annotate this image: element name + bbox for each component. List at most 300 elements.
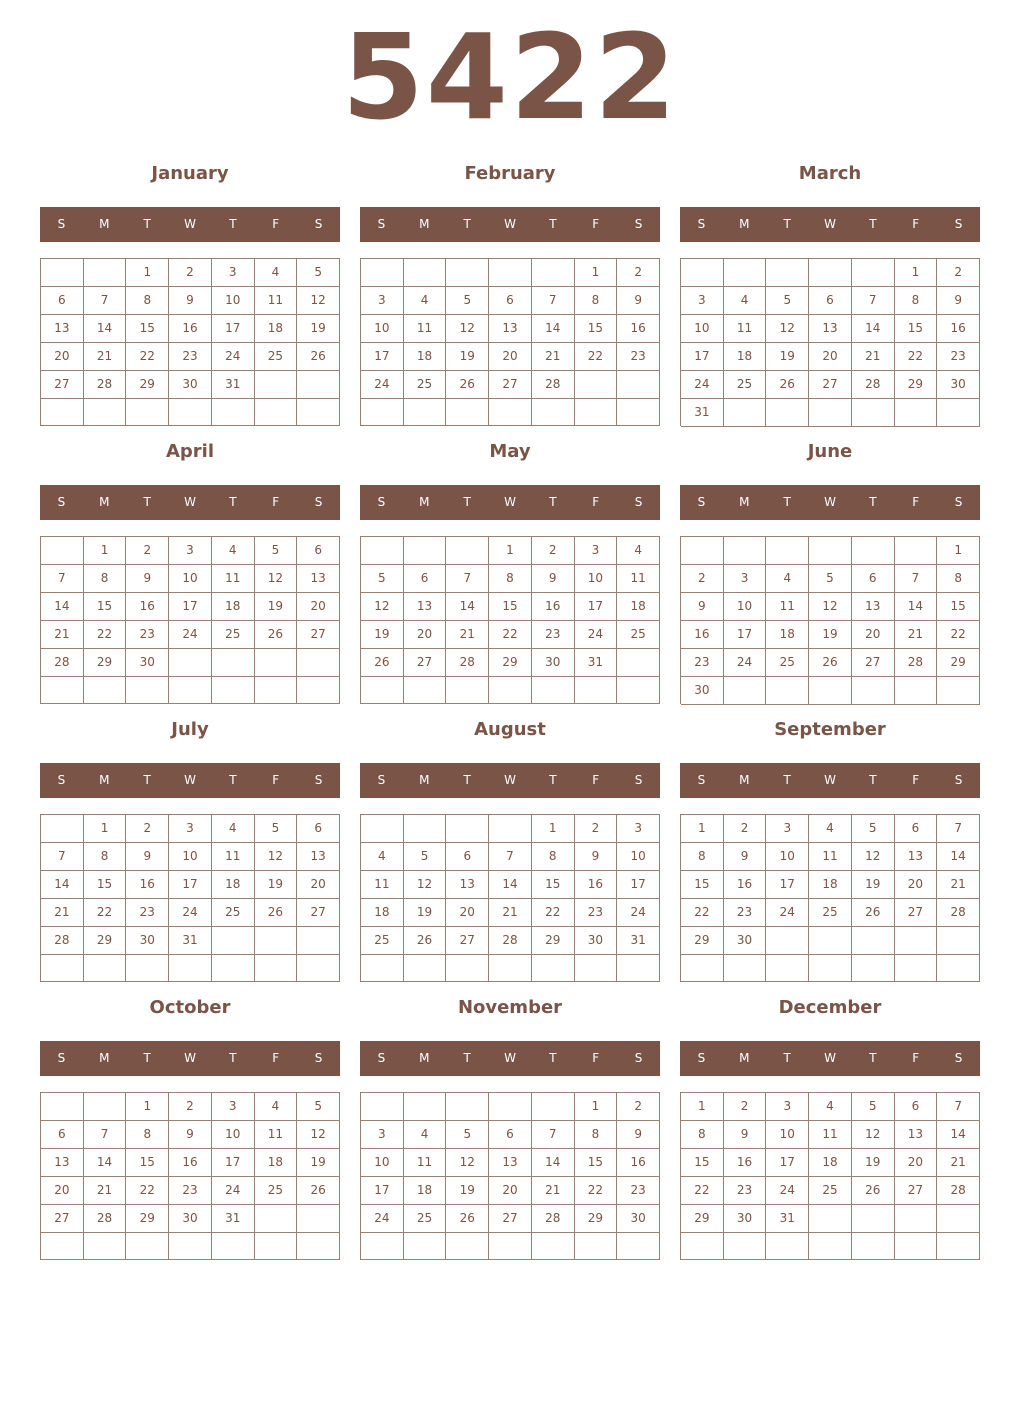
day-cell: 18 [809, 871, 852, 899]
empty-cell [41, 677, 84, 704]
day-cell: 10 [212, 1121, 255, 1149]
day-cell: 11 [809, 843, 852, 871]
day-grid [360, 1092, 660, 1260]
empty-cell [681, 537, 724, 565]
weekday-header [360, 763, 660, 798]
day-cell: 16 [724, 1149, 767, 1177]
day-cell: 1 [575, 259, 618, 287]
weekday-label: T [229, 217, 237, 231]
weekday-label: S [697, 773, 706, 787]
day-cell: 7 [895, 565, 938, 593]
day-cell: 17 [575, 593, 618, 621]
day-cell: 27 [489, 371, 532, 399]
day-cell: 30 [681, 677, 724, 705]
day-grid [40, 814, 340, 982]
day-cell: 19 [446, 343, 489, 371]
month-title: December [778, 997, 882, 1018]
day-cell: 5 [255, 537, 298, 565]
empty-cell [532, 1233, 575, 1260]
empty-cell [937, 955, 980, 982]
day-grid [680, 1092, 980, 1260]
weekday-label: M [419, 217, 430, 231]
day-cell: 17 [169, 593, 212, 621]
day-cell: 31 [212, 371, 255, 399]
weekday-header [40, 207, 340, 242]
weekday-label: S [954, 1051, 963, 1065]
empty-cell [617, 399, 660, 426]
day-cell: 7 [446, 565, 489, 593]
day-grid [360, 258, 660, 426]
day-cell: 19 [446, 1177, 489, 1205]
day-cell: 15 [126, 315, 169, 343]
weekday-label: T [463, 495, 471, 509]
weekday-label: S [377, 217, 386, 231]
day-cell: 21 [852, 343, 895, 371]
empty-cell [575, 677, 618, 704]
empty-cell [766, 399, 809, 427]
day-grid [40, 258, 340, 426]
day-cell: 17 [724, 621, 767, 649]
day-cell: 2 [724, 815, 767, 843]
weekday-label: T [783, 1051, 791, 1065]
day-cell: 1 [126, 1093, 169, 1121]
day-cell: 17 [169, 871, 212, 899]
empty-cell [575, 955, 618, 982]
empty-cell [766, 259, 809, 287]
day-cell: 15 [681, 1149, 724, 1177]
day-cell: 2 [937, 259, 980, 287]
day-cell: 10 [681, 315, 724, 343]
empty-cell [361, 1093, 404, 1121]
empty-cell [255, 927, 298, 955]
day-cell: 20 [297, 593, 340, 621]
month-title: July [171, 719, 209, 740]
day-cell: 22 [575, 343, 618, 371]
empty-cell [724, 677, 767, 705]
empty-cell [766, 1233, 809, 1260]
empty-cell [41, 815, 84, 843]
empty-cell [681, 1233, 724, 1260]
day-cell: 18 [809, 1149, 852, 1177]
day-cell: 23 [169, 1177, 212, 1205]
day-cell: 20 [297, 871, 340, 899]
month-title: October [149, 997, 231, 1018]
day-cell: 19 [297, 315, 340, 343]
day-cell: 15 [575, 315, 618, 343]
weekday-header [680, 207, 980, 242]
day-cell: 7 [41, 843, 84, 871]
day-cell: 15 [84, 593, 127, 621]
empty-cell [255, 371, 298, 399]
day-cell: 30 [532, 649, 575, 677]
day-cell: 29 [489, 649, 532, 677]
day-cell: 23 [169, 343, 212, 371]
day-cell: 30 [575, 927, 618, 955]
day-cell: 23 [617, 343, 660, 371]
day-cell: 1 [84, 537, 127, 565]
day-cell: 4 [724, 287, 767, 315]
empty-cell [575, 371, 618, 399]
empty-cell [532, 955, 575, 982]
month-title: February [464, 163, 556, 184]
day-cell: 27 [404, 649, 447, 677]
day-cell: 15 [681, 871, 724, 899]
day-cell: 11 [361, 871, 404, 899]
empty-cell [617, 677, 660, 704]
day-cell: 21 [84, 343, 127, 371]
day-cell: 2 [532, 537, 575, 565]
day-cell: 24 [681, 371, 724, 399]
day-cell: 20 [404, 621, 447, 649]
day-cell: 15 [575, 1149, 618, 1177]
month-march [680, 160, 980, 426]
weekday-label: F [912, 495, 920, 509]
weekday-label: T [869, 1051, 877, 1065]
empty-cell [361, 815, 404, 843]
day-cell: 11 [404, 1149, 447, 1177]
day-cell: 6 [489, 1121, 532, 1149]
empty-cell [766, 677, 809, 705]
empty-cell [617, 955, 660, 982]
day-cell: 14 [446, 593, 489, 621]
weekday-label: S [634, 773, 643, 787]
day-cell: 16 [532, 593, 575, 621]
day-cell: 20 [41, 343, 84, 371]
day-cell: 28 [489, 927, 532, 955]
empty-cell [297, 1233, 340, 1260]
day-grid [360, 814, 660, 982]
day-cell: 19 [766, 343, 809, 371]
empty-cell [809, 537, 852, 565]
day-cell: 28 [532, 1205, 575, 1233]
day-cell: 13 [895, 843, 938, 871]
day-cell: 1 [84, 815, 127, 843]
day-cell: 10 [169, 843, 212, 871]
day-cell: 2 [126, 537, 169, 565]
month-july [40, 716, 340, 982]
day-cell: 15 [84, 871, 127, 899]
day-cell: 15 [895, 315, 938, 343]
day-cell: 5 [255, 815, 298, 843]
day-cell: 24 [212, 343, 255, 371]
weekday-label: M [739, 773, 750, 787]
day-cell: 27 [895, 899, 938, 927]
day-cell: 13 [852, 593, 895, 621]
empty-cell [41, 1233, 84, 1260]
weekday-header [680, 763, 980, 798]
weekday-label: T [869, 495, 877, 509]
day-cell: 26 [446, 371, 489, 399]
empty-cell [361, 1233, 404, 1260]
day-cell: 28 [532, 371, 575, 399]
month-title: June [807, 441, 853, 462]
weekday-label: M [419, 1051, 430, 1065]
empty-cell [361, 955, 404, 982]
day-cell: 10 [766, 843, 809, 871]
empty-cell [895, 399, 938, 427]
empty-cell [895, 1233, 938, 1260]
empty-cell [852, 399, 895, 427]
day-cell: 11 [617, 565, 660, 593]
day-cell: 16 [617, 1149, 660, 1177]
day-cell: 4 [404, 1121, 447, 1149]
empty-cell [361, 537, 404, 565]
day-cell: 13 [446, 871, 489, 899]
day-cell: 10 [169, 565, 212, 593]
weekday-label: M [99, 773, 110, 787]
day-cell: 30 [169, 371, 212, 399]
empty-cell [852, 1233, 895, 1260]
empty-cell [446, 955, 489, 982]
empty-cell [809, 1233, 852, 1260]
empty-cell [617, 371, 660, 399]
weekday-header [40, 1041, 340, 1076]
day-cell: 12 [852, 843, 895, 871]
empty-cell [852, 259, 895, 287]
month-february [360, 160, 660, 426]
day-cell: 3 [361, 287, 404, 315]
weekday-label: S [314, 1051, 323, 1065]
day-cell: 21 [937, 1149, 980, 1177]
day-cell: 4 [361, 843, 404, 871]
day-cell: 18 [212, 871, 255, 899]
empty-cell [404, 399, 447, 426]
month-title: January [151, 163, 229, 184]
day-cell: 12 [446, 315, 489, 343]
day-cell: 2 [617, 259, 660, 287]
day-cell: 23 [126, 899, 169, 927]
empty-cell [297, 399, 340, 426]
day-cell: 31 [766, 1205, 809, 1233]
day-cell: 11 [724, 315, 767, 343]
day-cell: 22 [532, 899, 575, 927]
weekday-label: S [57, 1051, 66, 1065]
day-cell: 13 [41, 315, 84, 343]
weekday-label: T [143, 495, 151, 509]
empty-cell [361, 677, 404, 704]
day-cell: 19 [404, 899, 447, 927]
day-cell: 18 [212, 593, 255, 621]
day-cell: 13 [297, 565, 340, 593]
day-cell: 3 [212, 259, 255, 287]
empty-cell [489, 399, 532, 426]
empty-cell [937, 677, 980, 705]
day-cell: 22 [895, 343, 938, 371]
day-cell: 28 [84, 1205, 127, 1233]
weekday-label: S [697, 495, 706, 509]
weekday-label: F [592, 495, 600, 509]
day-cell: 26 [255, 899, 298, 927]
day-cell: 6 [895, 1093, 938, 1121]
day-cell: 9 [937, 287, 980, 315]
day-cell: 3 [169, 815, 212, 843]
day-cell: 29 [126, 1205, 169, 1233]
day-cell: 23 [724, 899, 767, 927]
day-cell: 25 [212, 621, 255, 649]
day-cell: 12 [255, 565, 298, 593]
day-cell: 22 [575, 1177, 618, 1205]
day-cell: 31 [212, 1205, 255, 1233]
weekday-label: T [143, 217, 151, 231]
day-cell: 31 [169, 927, 212, 955]
empty-cell [809, 927, 852, 955]
day-cell: 4 [212, 537, 255, 565]
weekday-label: T [783, 217, 791, 231]
day-cell: 17 [212, 315, 255, 343]
day-cell: 10 [361, 1149, 404, 1177]
day-cell: 15 [937, 593, 980, 621]
weekday-label: F [272, 217, 280, 231]
day-cell: 7 [852, 287, 895, 315]
empty-cell [895, 677, 938, 705]
empty-cell [724, 537, 767, 565]
day-cell: 26 [852, 899, 895, 927]
day-cell: 6 [41, 1121, 84, 1149]
empty-cell [617, 649, 660, 677]
day-cell: 29 [84, 649, 127, 677]
weekday-label: W [824, 217, 836, 231]
empty-cell [575, 399, 618, 426]
day-cell: 25 [404, 371, 447, 399]
day-cell: 9 [169, 1121, 212, 1149]
day-cell: 14 [895, 593, 938, 621]
weekday-label: W [504, 1051, 516, 1065]
day-cell: 22 [489, 621, 532, 649]
day-cell: 24 [212, 1177, 255, 1205]
day-cell: 6 [297, 537, 340, 565]
weekday-label: T [869, 773, 877, 787]
empty-cell [937, 927, 980, 955]
empty-cell [532, 259, 575, 287]
weekday-label: S [314, 773, 323, 787]
day-cell: 28 [937, 1177, 980, 1205]
weekday-label: M [99, 495, 110, 509]
day-cell: 9 [126, 843, 169, 871]
day-cell: 3 [724, 565, 767, 593]
weekday-label: W [824, 773, 836, 787]
weekday-label: T [229, 773, 237, 787]
day-cell: 7 [937, 1093, 980, 1121]
empty-cell [852, 677, 895, 705]
day-cell: 30 [617, 1205, 660, 1233]
day-cell: 4 [766, 565, 809, 593]
day-cell: 11 [212, 565, 255, 593]
day-cell: 27 [852, 649, 895, 677]
day-cell: 16 [937, 315, 980, 343]
day-cell: 18 [404, 1177, 447, 1205]
day-cell: 16 [617, 315, 660, 343]
day-cell: 7 [84, 287, 127, 315]
empty-cell [212, 955, 255, 982]
day-cell: 26 [297, 343, 340, 371]
day-grid [680, 814, 980, 982]
empty-cell [404, 677, 447, 704]
weekday-header [360, 1041, 660, 1076]
weekday-label: W [504, 495, 516, 509]
day-cell: 28 [852, 371, 895, 399]
day-cell: 24 [361, 1205, 404, 1233]
day-cell: 5 [809, 565, 852, 593]
day-cell: 9 [532, 565, 575, 593]
day-cell: 14 [937, 1121, 980, 1149]
empty-cell [809, 259, 852, 287]
day-cell: 11 [766, 593, 809, 621]
day-cell: 8 [681, 843, 724, 871]
day-cell: 18 [361, 899, 404, 927]
weekday-label: F [912, 217, 920, 231]
weekday-label: W [824, 1051, 836, 1065]
month-september [680, 716, 980, 982]
day-cell: 13 [489, 1149, 532, 1177]
weekday-label: T [783, 773, 791, 787]
day-cell: 10 [766, 1121, 809, 1149]
empty-cell [446, 259, 489, 287]
month-october [40, 994, 340, 1260]
weekday-label: M [739, 217, 750, 231]
empty-cell [212, 927, 255, 955]
day-cell: 6 [895, 815, 938, 843]
day-cell: 26 [297, 1177, 340, 1205]
empty-cell [489, 1093, 532, 1121]
day-cell: 4 [404, 287, 447, 315]
weekday-label: T [783, 495, 791, 509]
day-cell: 18 [617, 593, 660, 621]
day-cell: 23 [126, 621, 169, 649]
day-cell: 15 [532, 871, 575, 899]
day-cell: 3 [212, 1093, 255, 1121]
day-cell: 4 [255, 1093, 298, 1121]
weekday-label: W [184, 495, 196, 509]
day-cell: 11 [404, 315, 447, 343]
day-cell: 13 [41, 1149, 84, 1177]
day-cell: 9 [724, 843, 767, 871]
day-cell: 12 [404, 871, 447, 899]
day-cell: 21 [937, 871, 980, 899]
day-cell: 4 [617, 537, 660, 565]
day-cell: 13 [895, 1121, 938, 1149]
empty-cell [532, 399, 575, 426]
empty-cell [617, 1233, 660, 1260]
day-cell: 20 [895, 1149, 938, 1177]
day-cell: 10 [575, 565, 618, 593]
day-cell: 26 [404, 927, 447, 955]
weekday-label: F [592, 217, 600, 231]
weekday-label: F [272, 495, 280, 509]
day-cell: 6 [809, 287, 852, 315]
day-cell: 24 [724, 649, 767, 677]
weekday-label: F [912, 1051, 920, 1065]
weekday-label: T [463, 1051, 471, 1065]
empty-cell [297, 371, 340, 399]
day-cell: 11 [809, 1121, 852, 1149]
day-cell: 2 [617, 1093, 660, 1121]
day-cell: 21 [895, 621, 938, 649]
empty-cell [809, 955, 852, 982]
empty-cell [255, 955, 298, 982]
weekday-header [680, 485, 980, 520]
day-cell: 5 [297, 259, 340, 287]
weekday-label: M [99, 1051, 110, 1065]
empty-cell [809, 677, 852, 705]
day-cell: 5 [446, 287, 489, 315]
day-cell: 24 [169, 899, 212, 927]
day-cell: 29 [681, 927, 724, 955]
empty-cell [255, 1233, 298, 1260]
day-cell: 12 [255, 843, 298, 871]
day-cell: 22 [84, 621, 127, 649]
empty-cell [446, 1093, 489, 1121]
day-cell: 28 [84, 371, 127, 399]
